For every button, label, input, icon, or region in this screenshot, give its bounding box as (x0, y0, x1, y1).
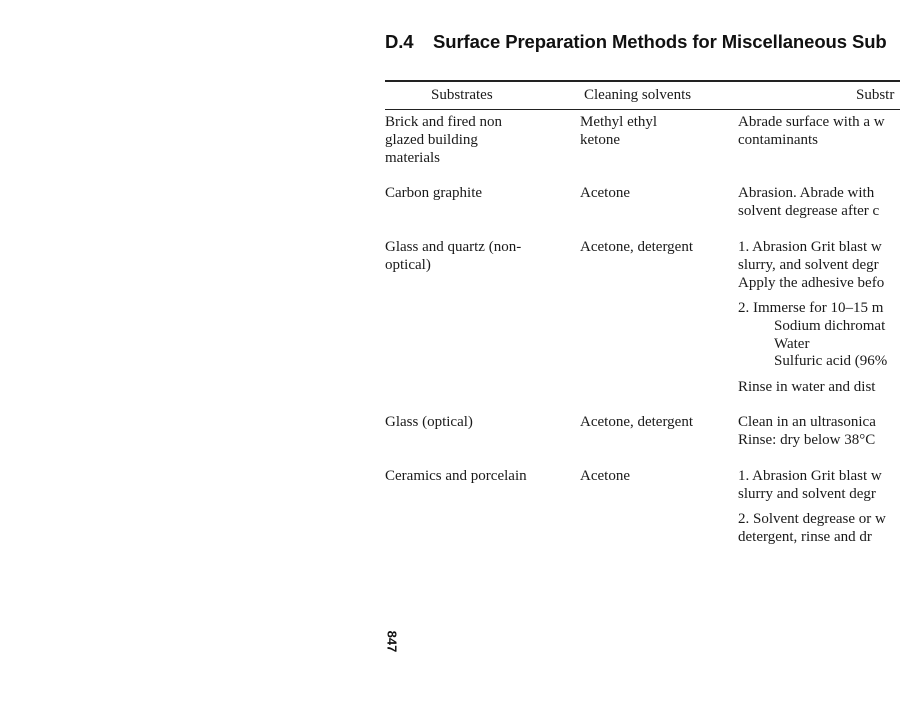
row-glass-quartz-treatment-2: 2. Immerse for 10–15 m (738, 300, 884, 316)
row-glass-quartz-substrate-line-2: optical) (385, 257, 431, 273)
page-number: 847 (384, 630, 400, 653)
row-ceramics-substrate: Ceramics and porcelain (385, 468, 527, 484)
row-glass-optical-treatment-line-2: Rinse: dry below 38°C (738, 432, 876, 448)
row-brick-solvent-line-1: Methyl ethyl (580, 114, 658, 130)
row-glass-quartz-substrate-line-1: Glass and quartz (non- (385, 239, 522, 255)
row-glass-quartz-treatment-1-line-2: slurry, and solvent degr (738, 257, 879, 273)
header-cleaning-solvents: Cleaning solvents (584, 87, 692, 103)
row-carbon-substrate: Carbon graphite (385, 185, 483, 201)
row-brick-treatment-line-1: Abrade surface with a w (738, 114, 885, 130)
row-ceramics-solvent: Acetone (580, 468, 630, 484)
row-brick-substrate-line-3: materials (385, 150, 440, 166)
row-brick-treatment-line-2: contaminants (738, 132, 818, 148)
row-carbon-treatment-line-1: Abrasion. Abrade with (738, 185, 875, 201)
row-brick-solvent-line-2: ketone (580, 132, 620, 148)
row-ceramics-treatment-1-line-2: slurry and solvent degr (738, 486, 876, 502)
row-glass-quartz-rinse: Rinse in water and dist (738, 379, 876, 395)
row-glass-quartz-treatment-1-line-1: 1. Abrasion Grit blast w (738, 239, 882, 255)
row-carbon-treatment-line-2: solvent degrease after c (738, 203, 880, 219)
row-carbon-solvent: Acetone (580, 185, 630, 201)
row-brick-substrate-line-2: glazed building (385, 132, 478, 148)
section-heading (385, 31, 887, 53)
table-top-rule (385, 80, 900, 82)
section-title: Surface Preparation Methods for Miscellaneous Sub (433, 31, 887, 52)
row-glass-quartz-solvent: Acetone, detergent (580, 239, 694, 255)
row-glass-quartz-item-water: Water (774, 336, 810, 352)
row-glass-optical-treatment-line-1: Clean in an ultrasonica (738, 414, 876, 430)
row-brick-substrate-line-1: Brick and fired non (385, 114, 503, 130)
row-glass-quartz-item-sodium-dichromate: Sodium dichromat (774, 318, 886, 334)
row-glass-quartz-item-sulfuric-acid: Sulfuric acid (96% (774, 353, 888, 369)
table-header-rule (385, 109, 900, 110)
header-substrates: Substrates (431, 87, 493, 103)
row-ceramics-treatment-1-line-1: 1. Abrasion Grit blast w (738, 468, 882, 484)
row-glass-quartz-treatment-1-line-3: Apply the adhesive befo (738, 275, 885, 291)
row-ceramics-treatment-2-line-1: 2. Solvent degrease or w (738, 511, 886, 527)
row-glass-optical-substrate: Glass (optical) (385, 414, 473, 430)
section-number: D.4 (385, 31, 414, 52)
row-glass-optical-solvent: Acetone, detergent (580, 414, 694, 430)
header-substrate-treatment: Substr (856, 87, 895, 103)
row-ceramics-treatment-2-line-2: detergent, rinse and dr (738, 529, 872, 545)
